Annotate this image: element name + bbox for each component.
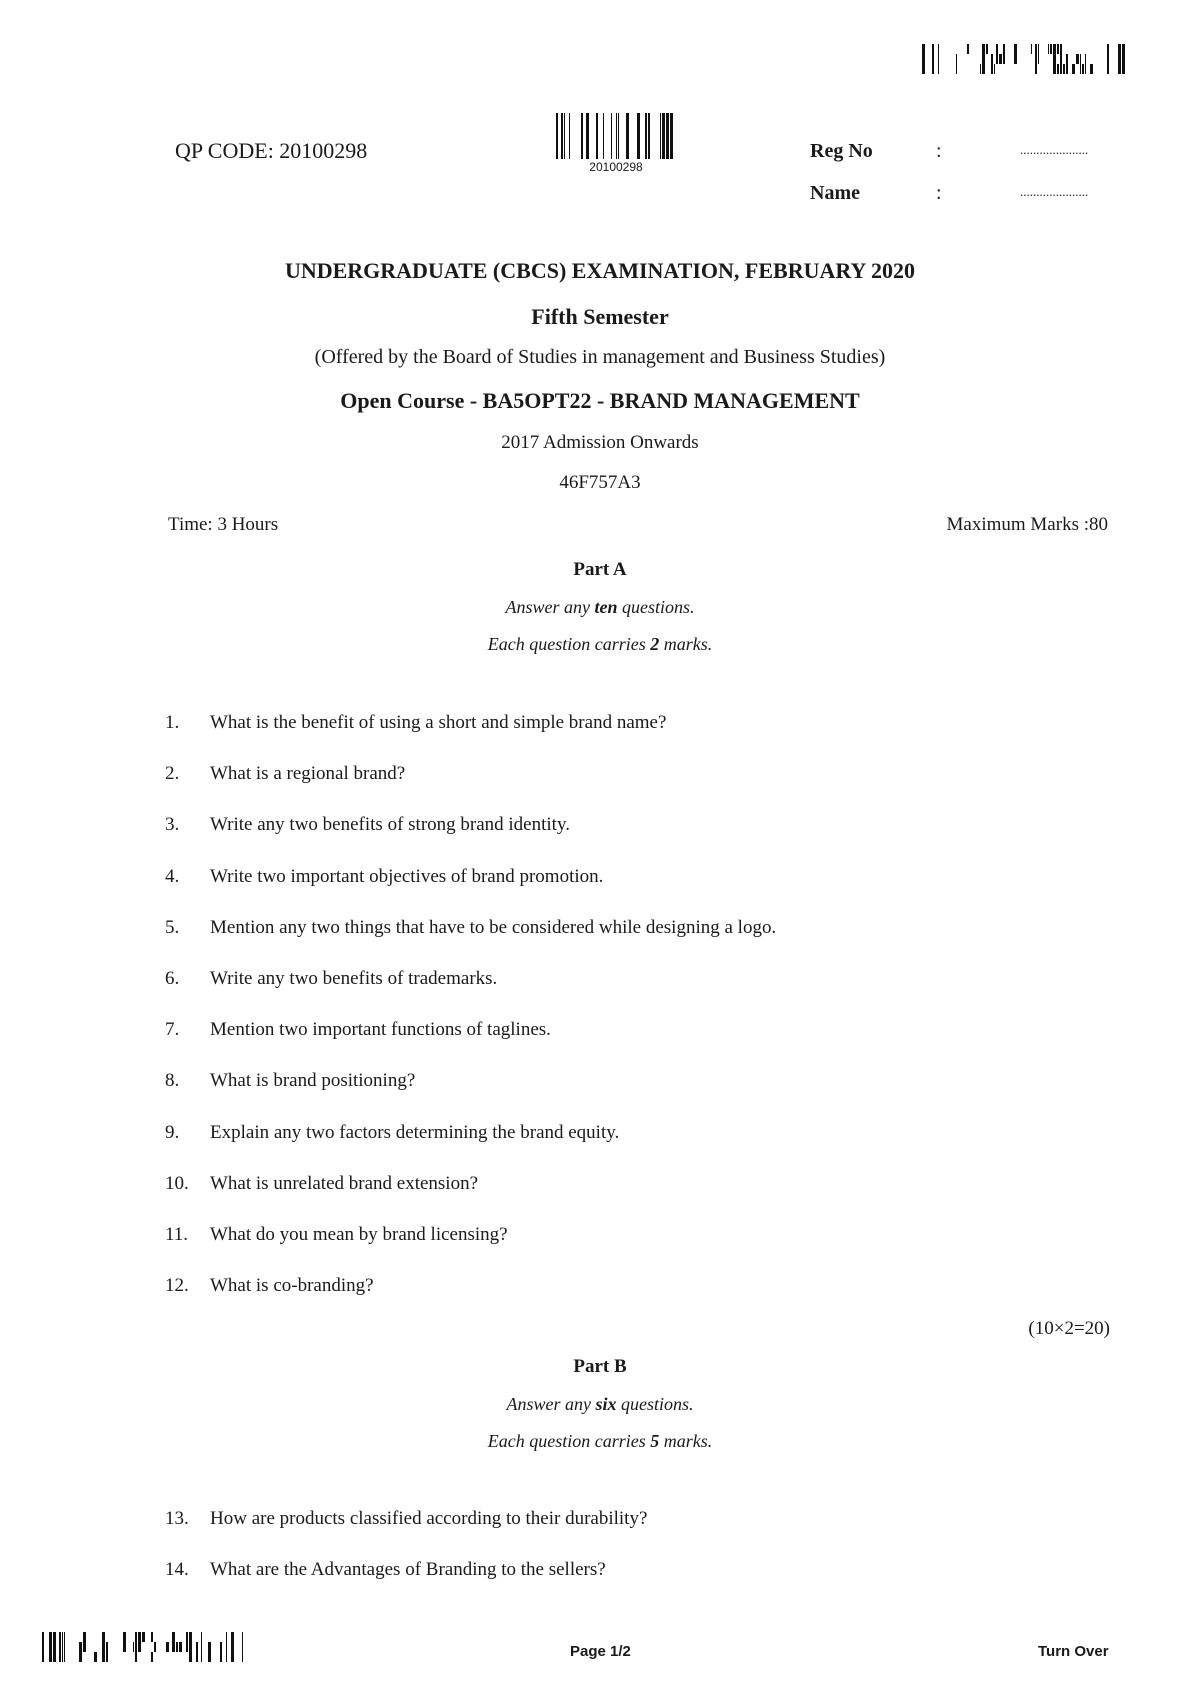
question-number: 9. (165, 1121, 180, 1143)
reg-no-colon: : (936, 140, 942, 162)
question-number: 11. (165, 1224, 189, 1245)
offered-by: (Offered by the Board of Studies in management and Business Studies) (314, 346, 886, 368)
question-text: What is the benefit of using a short and simple brand name? (210, 712, 667, 733)
semester: Fifth Semester (531, 304, 669, 329)
part-b-title: Part B (573, 1356, 627, 1377)
course-title: Open Course - BA5OPT22 - BRAND MANAGEMENT (340, 388, 860, 413)
question-text: Mention any two things that have to be considered while designing a logo. (210, 916, 777, 938)
question-text: Write two important objectives of brand promotion. (210, 865, 604, 887)
part-a-title: Part A (573, 559, 627, 580)
exam-code: 46F757A3 (559, 472, 641, 493)
question-text: What is unrelated brand extension? (210, 1172, 479, 1194)
name-field[interactable]: ..................... (1020, 184, 1089, 199)
question-number: 13. (165, 1508, 189, 1529)
question-number: 5. (165, 916, 180, 938)
part-b-marks-note: Each question carries 5 marks. (487, 1431, 713, 1451)
question-text: What do you mean by brand licensing? (210, 1224, 508, 1245)
question-number: 14. (165, 1559, 189, 1581)
center-barcode (556, 113, 676, 174)
question-number: 1. (165, 712, 180, 733)
turn-over: Turn Over (1038, 1643, 1109, 1660)
question-text: What is a regional brand? (210, 763, 406, 785)
question-text: Mention two important functions of taglines. (210, 1019, 551, 1041)
admission: 2017 Admission Onwards (501, 432, 699, 453)
question-number: 2. (165, 763, 180, 785)
question-text: What are the Advantages of Branding to the sellers? (210, 1559, 606, 1581)
time-allowed: Time: 3 Hours (168, 514, 279, 535)
question-text: Write any two benefits of strong brand identity. (210, 814, 570, 836)
name-colon: : (936, 182, 942, 204)
question-number: 3. (165, 814, 180, 836)
question-text: Write any two benefits of trademarks. (210, 968, 498, 989)
qp-code: QP CODE: 20100298 (175, 138, 368, 163)
page-number: Page 1/2 (570, 1643, 631, 1660)
maximum-marks: Maximum Marks :80 (946, 514, 1108, 535)
question-text: What is co-branding? (210, 1275, 374, 1297)
barcode-number: 20100298 (589, 160, 643, 174)
question-text: Explain any two factors determining the brand equity. (210, 1121, 620, 1143)
question-number: 12. (165, 1275, 189, 1297)
part-a-instruction: Answer any ten questions. (505, 597, 695, 617)
question-text: What is brand positioning? (210, 1070, 416, 1092)
question-number: 4. (165, 865, 180, 887)
bottom-left-barcode (42, 1632, 247, 1662)
part-a-marks-note: Each question carries 2 marks. (487, 634, 713, 654)
question-number: 10. (165, 1172, 189, 1194)
reg-no-field[interactable]: ..................... (1020, 142, 1089, 157)
part-b-instruction: Answer any six questions. (506, 1394, 694, 1414)
question-number: 6. (165, 968, 180, 989)
question-text: How are products classified according to their durability? (210, 1508, 648, 1529)
top-right-barcode (922, 44, 1127, 74)
part-a-total: (10×2=20) (1028, 1318, 1110, 1339)
name-label: Name (810, 182, 860, 204)
question-number: 7. (165, 1019, 180, 1041)
question-number: 8. (165, 1070, 180, 1092)
exam-title: UNDERGRADUATE (CBCS) EXAMINATION, FEBRUARY 2020 (284, 258, 916, 283)
reg-no-label: Reg No (810, 140, 873, 162)
